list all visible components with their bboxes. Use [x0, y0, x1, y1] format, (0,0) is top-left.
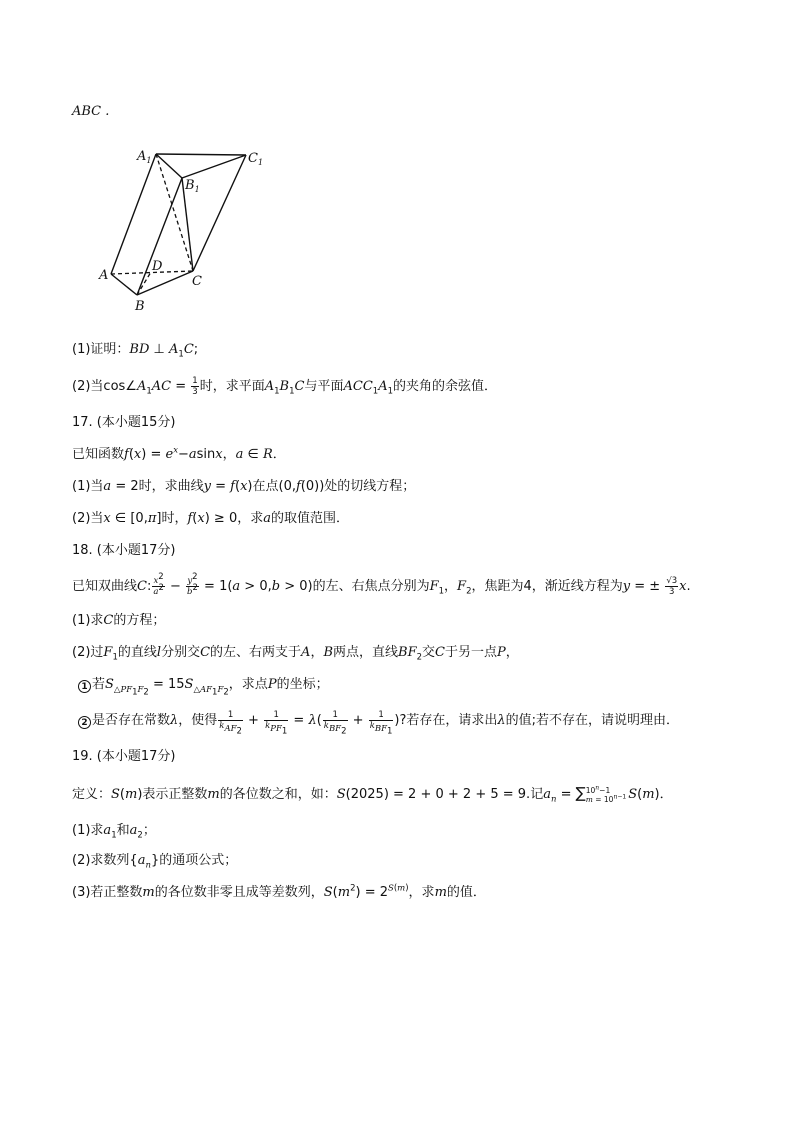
q17-part1: (1)当a = 2时，求曲线y = f(x)在点(0,f(0))处的切线方程； — [72, 479, 416, 494]
label-c: C — [192, 274, 202, 289]
label-c1: $C_1$ — [248, 151, 264, 167]
label-b1: $B_1$ — [185, 178, 200, 194]
edge-ab — [111, 274, 137, 295]
edge-c1c — [193, 155, 246, 271]
circled-number-2: 2 — [78, 716, 91, 729]
q19-stem: 定义：S(m)表示正整数m的各位数之和，如：S(2025) = 2 + 0 + 2 + 5 = 9.记$a_n$ = ∑ $10^n-1$ $m = 10^{n-1}$ S(m)． — [72, 784, 673, 805]
q16-part2: (2)当$\cos\angle A_1AC$ = $\frac{1}{3}$ 时，求平面$A_1B_1C$与平面$ACC_1A_1$的夹角的余弦值． — [72, 376, 498, 397]
q17-part2: (2)当x ∈ [0,π]时，f(x) ≥ 0，求a的取值范围． — [72, 511, 350, 526]
label-a1: $A_1$ — [137, 149, 152, 165]
edge-a1b1 — [156, 154, 182, 178]
fraction: $\frac{1}{3}$ — [192, 376, 198, 397]
q19-part2: (2)求数列$\{a_n\}$的通项公式； — [72, 853, 238, 871]
q18-header: 18. (本小题17分) — [72, 543, 176, 558]
q17-header: 17. (本小题15分) — [72, 415, 176, 430]
label-a: A — [99, 268, 109, 283]
q19-header: 19. (本小题17分) — [72, 749, 176, 764]
circled-number-1: 1 — [78, 680, 91, 693]
continuation-text: ABC . — [72, 104, 110, 119]
q17-stem: 已知函数$f(x) = e^x-asinx$，a ∈ R． — [72, 445, 286, 462]
edge-a1a — [111, 154, 156, 274]
prism-figure — [95, 140, 275, 320]
edge-b1b — [137, 178, 182, 295]
label-d: D — [152, 259, 163, 274]
q18-part1: (1)求C的方程； — [72, 613, 166, 628]
q18-part2: (2)过$F_1$的直线l分别交C的左、右两支于A，B两点，直线$BF_2$交C于另一点P， — [72, 645, 519, 663]
q16-part1: (1)证明：BD ⊥ $A_1C$; — [72, 342, 199, 360]
q19-part1: (1)求$a_1$和$a_2$； — [72, 823, 156, 841]
q19-part3: (3)若正整数m的各位数非零且成等差数列，$S(m^2) = 2^{S(m)}$，求m的值． — [72, 883, 486, 900]
q18-sub1: 1 若$S_{\triangle PF_1F_2} = 15S_{\triangle AF_1F_2}$，求点P的坐标； — [78, 676, 329, 694]
label-b: B — [135, 299, 145, 314]
edge-a1c1 — [156, 154, 246, 155]
q18-sub2: 2 是否存在常数λ，使得 $\frac{1}{k_{AF_2}}$ + $\frac{1}{k_{PF_1}}$ = λ( $\frac{1}{k_{BF_2}}$ + $\frac{1}{k_{BF_1}}$ )?若存在，请求出λ的值;若不存在，请说明理由． — [78, 710, 679, 731]
q18-stem: 已知双曲线C: $\frac{x^2}{a^2}$ − $\frac{y^2}{b^2}$ = 1(a > 0,b > 0)的左、右焦点分别为$F_1$，$F_2$，焦距为4，渐近线方程为y = ± $\frac{√3}{3}$ x. — [72, 572, 691, 597]
